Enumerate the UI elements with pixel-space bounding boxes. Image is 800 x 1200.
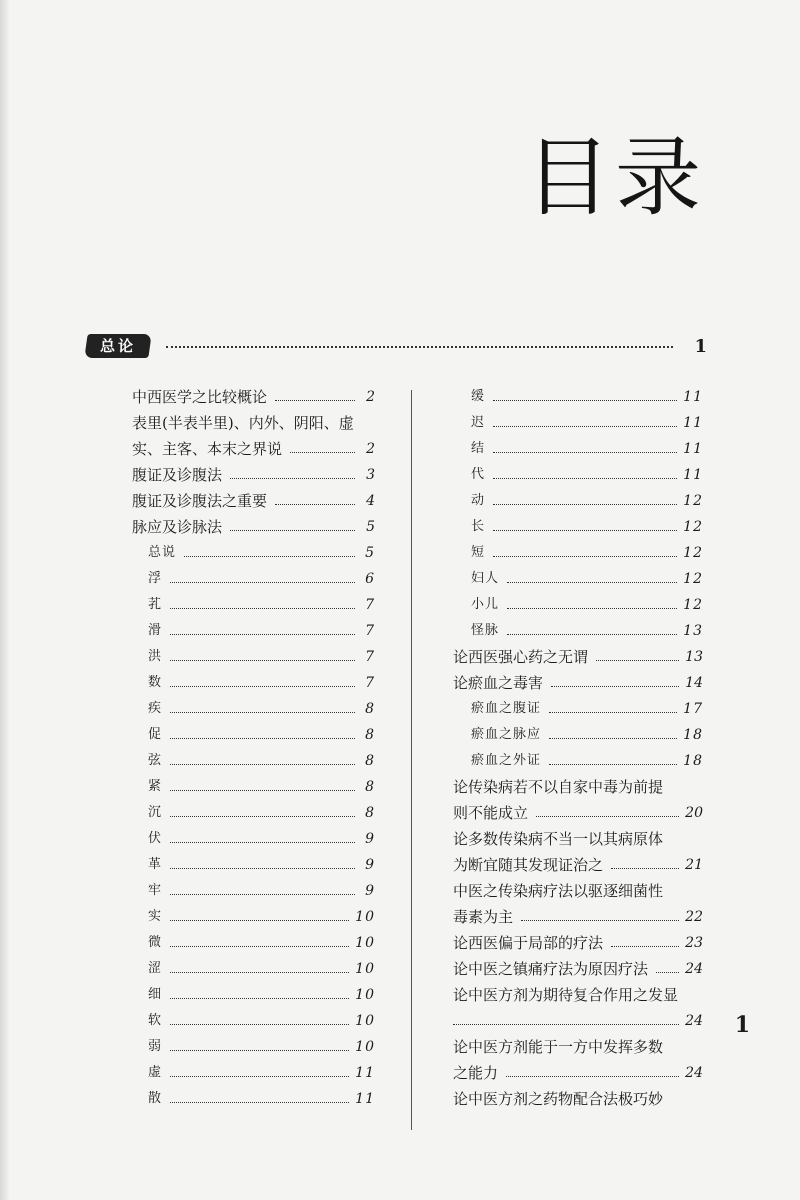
leader-dots xyxy=(493,400,677,401)
toc-entry xyxy=(132,1005,375,1031)
toc-entry-title: 中西医学之比较概论 xyxy=(132,388,268,406)
section-page-number: 1 xyxy=(694,336,707,357)
toc-entry-title: 代 xyxy=(471,467,486,482)
toc-entry xyxy=(453,1031,703,1057)
toc-entry-page: 8 xyxy=(365,701,375,717)
toc-entry xyxy=(453,407,703,433)
toc-entry xyxy=(453,693,703,719)
toc-entry xyxy=(453,433,703,459)
leader-dots xyxy=(170,894,355,895)
toc-entry-page: 13 xyxy=(683,623,703,639)
toc-entry xyxy=(453,1005,703,1031)
toc-entry-page: 24 xyxy=(685,961,703,977)
toc-entry-title: 动 xyxy=(471,493,486,508)
leader-dots xyxy=(275,504,355,505)
toc-entry-page: 13 xyxy=(685,649,703,665)
toc-entry-page: 10 xyxy=(355,909,375,925)
leader-dots xyxy=(521,920,679,921)
toc-entry-title: 表里(半表半里)、内外、阴阳、虚 xyxy=(132,414,354,432)
leader-dots xyxy=(230,530,355,531)
toc-entry xyxy=(132,771,375,797)
toc-entry-page: 12 xyxy=(683,545,703,561)
leader-dots xyxy=(506,1076,679,1077)
toc-entry-page: 5 xyxy=(366,519,375,535)
toc-entry-page: 11 xyxy=(683,441,703,457)
leader-dots xyxy=(170,1102,349,1103)
leader-dots xyxy=(551,686,679,687)
toc-entry-title: 迟 xyxy=(471,415,486,430)
toc-entry-page: 9 xyxy=(365,883,375,899)
leader-dots xyxy=(536,816,679,817)
toc-entry-page: 12 xyxy=(683,597,703,613)
toc-entry xyxy=(453,901,703,927)
leader-dots xyxy=(493,504,677,505)
toc-entry xyxy=(132,953,375,979)
toc-entry-title: 弦 xyxy=(148,753,163,768)
toc-entry xyxy=(132,927,375,953)
toc-entry-page: 12 xyxy=(683,519,703,535)
leader-dots xyxy=(453,1024,679,1025)
toc-entry xyxy=(453,979,703,1005)
leader-dots xyxy=(170,920,349,921)
toc-entry xyxy=(132,537,375,563)
leader-dots xyxy=(275,400,355,401)
toc-entry xyxy=(453,1057,703,1083)
toc-entry xyxy=(132,901,375,927)
toc-entry-title: 疾 xyxy=(148,701,163,716)
toc-entry xyxy=(132,849,375,875)
toc-entry-title: 则不能成立 xyxy=(453,804,529,822)
toc-entry-page: 7 xyxy=(365,675,375,691)
toc-entry-page: 18 xyxy=(683,753,703,769)
toc-entry xyxy=(453,667,703,693)
toc-entry-title: 浮 xyxy=(148,571,163,586)
page-folio: 1 xyxy=(734,1012,750,1038)
toc-entry-title: 细 xyxy=(148,987,163,1002)
toc-entry-title: 紧 xyxy=(148,779,163,794)
toc-entry xyxy=(453,563,703,589)
leader-dots xyxy=(170,972,349,973)
toc-entry-page: 12 xyxy=(683,571,703,587)
toc-entry xyxy=(453,485,703,511)
toc-entry xyxy=(132,823,375,849)
leader-dots xyxy=(170,686,355,687)
toc-entry-page: 4 xyxy=(366,493,375,509)
toc-entry xyxy=(453,641,703,667)
toc-entry-title: 瘀血之腹证 xyxy=(471,701,542,716)
toc-entry-page: 21 xyxy=(685,857,703,873)
toc-entry-title: 腹证及诊腹法 xyxy=(132,466,223,484)
toc-entry xyxy=(453,511,703,537)
toc-entry-page: 2 xyxy=(366,441,375,457)
leader-dots xyxy=(170,764,355,765)
toc-entry-page: 3 xyxy=(366,467,375,483)
toc-entry-title: 论西医强心药之无谓 xyxy=(453,648,589,666)
leader-dots xyxy=(230,478,355,479)
toc-entry xyxy=(453,797,703,823)
leader-dots xyxy=(170,1024,349,1025)
toc-entry-title: 洪 xyxy=(148,649,163,664)
section-tab xyxy=(84,334,151,358)
leader-dots xyxy=(170,738,355,739)
leader-dots xyxy=(170,660,355,661)
toc-entry-title: 数 xyxy=(148,675,163,690)
toc-entry xyxy=(453,1083,703,1109)
toc-entry-title: 散 xyxy=(148,1091,163,1106)
toc-entry-title: 短 xyxy=(471,545,486,560)
toc-entry-title: 沉 xyxy=(148,805,163,820)
toc-entry-title: 小儿 xyxy=(471,597,500,612)
leader-dots xyxy=(170,634,355,635)
leader-dots xyxy=(507,608,677,609)
toc-entry xyxy=(132,407,375,433)
toc-entry xyxy=(132,1031,375,1057)
toc-entry-title: 论中医方剂为期待复合作用之发显 xyxy=(453,986,679,1004)
toc-entry-title: 论中医之镇痛疗法为原因疗法 xyxy=(453,960,649,978)
toc-entry-title: 论中医方剂之药物配合法极巧妙 xyxy=(453,1090,664,1108)
toc-entry xyxy=(132,459,375,485)
toc-entry xyxy=(453,953,703,979)
toc-entry-page: 9 xyxy=(365,857,375,873)
leader-dots xyxy=(549,738,677,739)
toc-entry-title: 弱 xyxy=(148,1039,163,1054)
toc-entry-title: 软 xyxy=(148,1013,163,1028)
leader-dots xyxy=(170,582,355,583)
leader-dots xyxy=(596,660,679,661)
leader-dots xyxy=(611,946,679,947)
toc-entry xyxy=(453,875,703,901)
toc-entry xyxy=(132,615,375,641)
toc-entry-page: 11 xyxy=(683,467,703,483)
toc-entry xyxy=(132,433,375,459)
leader-dots xyxy=(170,816,355,817)
section-header xyxy=(80,334,707,360)
toc-entry-title: 脉应及诊脉法 xyxy=(132,518,223,536)
toc-entry-page: 12 xyxy=(683,493,703,509)
page-title: 目录 xyxy=(525,128,705,228)
toc-entry-title: 微 xyxy=(148,935,163,950)
toc-entry xyxy=(453,381,703,407)
leader-dots xyxy=(170,998,349,999)
leader-dots xyxy=(184,556,355,557)
toc-right-column xyxy=(453,381,703,1109)
toc-entry-page: 9 xyxy=(365,831,375,847)
toc-left-column xyxy=(132,381,375,1109)
toc-entry xyxy=(132,1057,375,1083)
toc-entry-page: 20 xyxy=(685,805,703,821)
toc-entry xyxy=(453,745,703,771)
toc-entry xyxy=(453,849,703,875)
toc-entry-title: 芤 xyxy=(148,597,163,612)
toc-entry-title: 腹证及诊腹法之重要 xyxy=(132,492,268,510)
toc-entry xyxy=(132,693,375,719)
toc-entry-page: 24 xyxy=(685,1065,703,1081)
toc-entry xyxy=(132,1083,375,1109)
toc-entry-page: 18 xyxy=(683,727,703,743)
leader-dots xyxy=(170,1050,349,1051)
leader-dots xyxy=(290,452,355,453)
toc-entry xyxy=(453,771,703,797)
toc-entry-page: 24 xyxy=(685,1013,703,1029)
toc-entry-title: 促 xyxy=(148,727,163,742)
toc-entry-title: 结 xyxy=(471,441,486,456)
toc-entry-page: 7 xyxy=(365,597,375,613)
toc-entry-title: 缓 xyxy=(471,389,486,404)
toc-entry-title: 论传染病若不以自家中毒为前提 xyxy=(453,778,664,796)
toc-entry-title: 滑 xyxy=(148,623,163,638)
toc-entry-page: 8 xyxy=(365,805,375,821)
toc-entry xyxy=(453,927,703,953)
toc-entry-page: 10 xyxy=(355,1039,375,1055)
toc-entry-title: 总说 xyxy=(148,545,177,560)
toc-entry-title: 中医之传染病疗法以驱逐细菌性 xyxy=(453,882,664,900)
section-leader-dots xyxy=(166,346,673,348)
toc-entry xyxy=(132,563,375,589)
leader-dots xyxy=(170,868,355,869)
toc-entry-page: 7 xyxy=(365,649,375,665)
leader-dots xyxy=(493,530,677,531)
toc-entry-title: 论瘀血之毒害 xyxy=(453,674,544,692)
toc-entry xyxy=(132,667,375,693)
toc-entry-page: 8 xyxy=(365,779,375,795)
leader-dots xyxy=(493,478,677,479)
leader-dots xyxy=(493,556,677,557)
leader-dots xyxy=(549,764,677,765)
toc-entry xyxy=(453,537,703,563)
leader-dots xyxy=(549,712,677,713)
toc-entry xyxy=(453,459,703,485)
toc-entry xyxy=(132,797,375,823)
toc-entry xyxy=(132,719,375,745)
leader-dots xyxy=(507,634,677,635)
toc-entry xyxy=(132,641,375,667)
toc-entry-title: 之能力 xyxy=(453,1064,499,1082)
leader-dots xyxy=(493,426,677,427)
toc-entry-page: 7 xyxy=(365,623,375,639)
toc-entry xyxy=(453,589,703,615)
toc-entry-title: 涩 xyxy=(148,961,163,976)
toc-entry-page: 11 xyxy=(355,1091,375,1107)
section-label: 总论 xyxy=(99,337,136,355)
toc-entry xyxy=(132,511,375,537)
toc-entry-title: 牢 xyxy=(148,883,163,898)
toc-entry-title: 实、主客、本末之界说 xyxy=(132,440,283,458)
toc-entry-title: 伏 xyxy=(148,831,163,846)
leader-dots xyxy=(170,842,355,843)
toc-entry-title: 怪脉 xyxy=(471,623,500,638)
column-divider xyxy=(411,390,412,1130)
toc-entry xyxy=(132,381,375,407)
toc-entry-page: 8 xyxy=(365,753,375,769)
toc-entry-page: 5 xyxy=(365,545,375,561)
toc-entry xyxy=(132,875,375,901)
leader-dots xyxy=(170,608,355,609)
page-edge-shadow xyxy=(0,0,10,1200)
toc-entry-title: 虚 xyxy=(148,1065,163,1080)
toc-entry-page: 17 xyxy=(683,701,703,717)
leader-dots xyxy=(507,582,677,583)
toc-entry-page: 23 xyxy=(685,935,703,951)
toc-entry-page: 10 xyxy=(355,1013,375,1029)
toc-entry-page: 22 xyxy=(685,909,703,925)
leader-dots xyxy=(170,790,355,791)
toc-entry-page: 14 xyxy=(685,675,703,691)
leader-dots xyxy=(656,972,679,973)
toc-entry xyxy=(453,823,703,849)
toc-entry-title: 论西医偏于局部的疗法 xyxy=(453,934,604,952)
toc-entry-page: 6 xyxy=(365,571,375,587)
toc-entry-title: 论多数传染病不当一以其病原体 xyxy=(453,830,664,848)
toc-entry-title: 毒素为主 xyxy=(453,908,514,926)
toc-entry xyxy=(132,979,375,1005)
toc-entry xyxy=(132,485,375,511)
toc-entry-title: 瘀血之脉应 xyxy=(471,727,542,742)
toc-entry-title: 长 xyxy=(471,519,486,534)
toc-entry xyxy=(132,589,375,615)
toc-entry xyxy=(132,745,375,771)
toc-entry-title: 为断宜随其发现证治之 xyxy=(453,856,604,874)
toc-entry-title: 瘀血之外证 xyxy=(471,753,542,768)
toc-entry-page: 11 xyxy=(683,389,703,405)
toc-entry-page: 11 xyxy=(683,415,703,431)
toc-entry-page: 8 xyxy=(365,727,375,743)
toc-entry xyxy=(453,719,703,745)
toc-entry-title: 论中医方剂能于一方中发挥多数 xyxy=(453,1038,664,1056)
toc-entry-page: 10 xyxy=(355,987,375,1003)
leader-dots xyxy=(493,452,677,453)
toc-entry-title: 革 xyxy=(148,857,163,872)
toc-entry-page: 10 xyxy=(355,935,375,951)
leader-dots xyxy=(611,868,679,869)
toc-entry-page: 11 xyxy=(355,1065,375,1081)
toc-entry xyxy=(453,615,703,641)
toc-entry-title: 妇人 xyxy=(471,571,500,586)
toc-entry-page: 10 xyxy=(355,961,375,977)
leader-dots xyxy=(170,946,349,947)
leader-dots xyxy=(170,1076,349,1077)
toc-entry-page: 2 xyxy=(366,389,375,405)
leader-dots xyxy=(170,712,355,713)
toc-entry-title: 实 xyxy=(148,909,163,924)
